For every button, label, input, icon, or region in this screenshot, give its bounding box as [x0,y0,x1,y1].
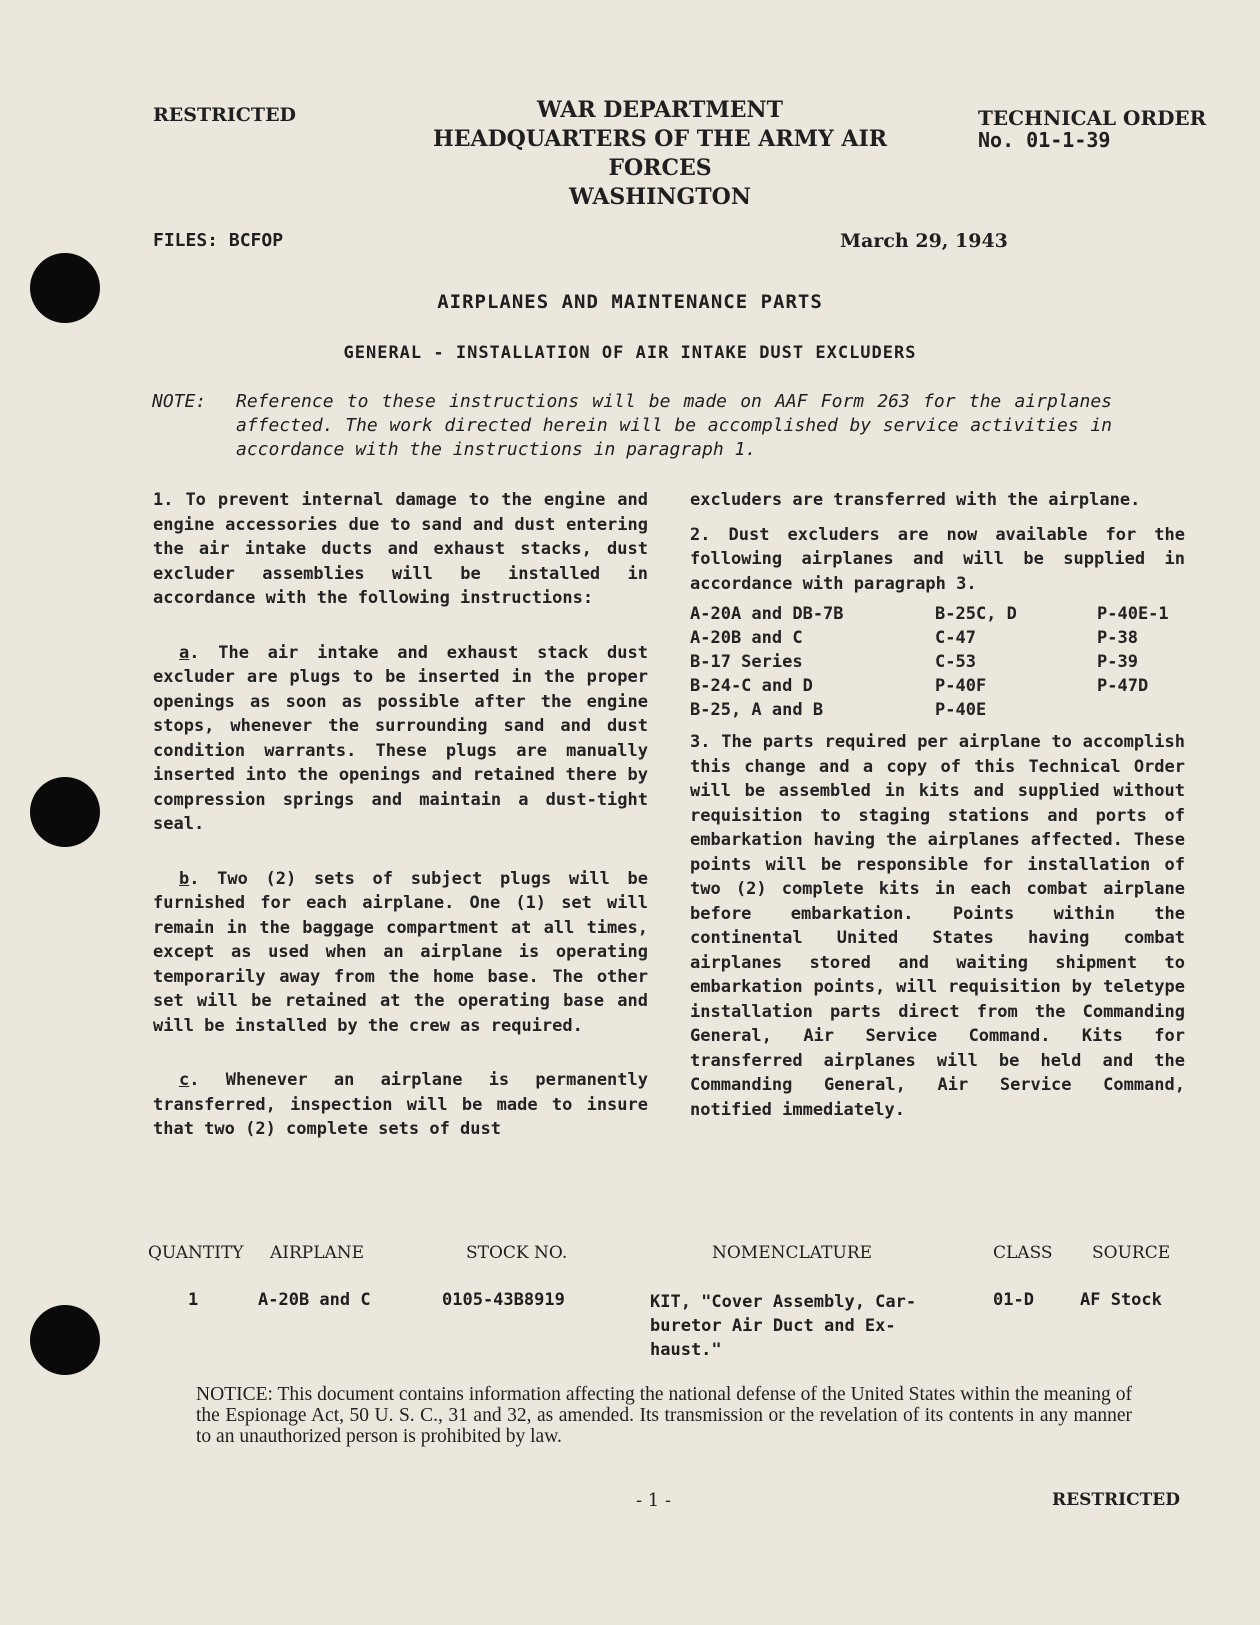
airplane-model: P-40E [935,700,987,720]
restricted-label-top: RESTRICTED [153,104,297,126]
technical-order-number: No. 01-1-39 [978,128,1111,152]
col-header-quantity: QUANTITY [148,1243,244,1263]
punch-hole [30,777,100,847]
row-stock: 0105-43B8919 [442,1290,565,1310]
airplane-model: P-40F [935,676,987,696]
city-line: WASHINGTON [569,184,751,210]
airplane-model: B-25, A and B [690,700,824,720]
department-line: WAR DEPARTMENT [536,97,784,123]
page-number: - 1 - [636,1490,672,1511]
technical-order-label: TECHNICAL ORDER [978,106,1207,130]
airplane-model: C-53 [935,652,976,672]
right-column [690,488,1185,1122]
airplane-model [1097,698,1207,722]
paragraph-3: 3. The parts required per airplane to accomplish this change and a copy of this Technical Order will be assembled in kits and supplied without requisition to staging stations and ports of embarkation having the airplanes affected. These points will be responsible for installation of two (2) complete kits in each combat airplane before embarkation. Points within the continental United States having combat airplanes stored and waiting shipment to embarkation points, will requisition by teletype installation parts direct from the Commanding General, Air Service Command. Kits for transferred airplanes will be held and the Commanding General, Air Service Command, notified immediately. [690,732,1185,1120]
header-center [390,96,930,212]
sub-title: GENERAL - INSTALLATION OF AIR INTAKE DUST EXCLUDERS [343,343,917,363]
row-source: AF Stock [1080,1290,1162,1310]
files-label: FILES: BCFOP [153,230,284,251]
row-nomenclature: KIT, "Cover Assembly, Car- buretor Air Duct and Ex- haust." [650,1292,917,1360]
paragraph-1c-continued: excluders are transferred with the airplane. [690,490,1141,510]
paragraph-1: 1. To prevent internal damage to the engine and engine accessories due to sand and dust entering the air intake ducts and exhaust stacks, dust excluder assemblies will be installed in accordance with the following instructions: [153,490,648,608]
airplane-model: A-20B and C [690,628,803,648]
paragraph-2: 2. Dust excluders are now available for the following airplanes and will be supplied in accordance with paragraph 3. [690,524,1185,594]
row-quantity: 1 [188,1290,199,1310]
col-header-airplane: AIRPLANE [270,1243,365,1263]
col-header-class: CLASS [993,1243,1053,1263]
note-label: NOTE: [152,391,207,412]
airplane-model: B-24-C and D [690,676,813,696]
col-header-source: SOURCE [1092,1243,1171,1263]
airplane-model: B-25C, D [935,604,1017,624]
col-header-nomenclature: NOMENCLATURE [712,1243,873,1263]
airplane-model: P-38 [1097,628,1138,648]
airplane-model: P-47D [1097,676,1149,696]
restricted-label-bottom: RESTRICTED [1052,1490,1180,1510]
security-notice: NOTICE: This document contains information affecting the national defense of the United States within the meaning of the Espionage Act, 50 U. S. C., 31 and 32, as amended. Its transmission or the revelation of its contents in any manner to an unauthorized person is prohibited by law. [196,1384,1132,1447]
airplane-model: P-40E-1 [1097,604,1169,624]
col-header-stock: STOCK NO. [466,1243,568,1263]
note-text: Reference to these instructions will be made on AAF Form 263 for the airplanes affected. The work directed herein will be accomplished by service activities in accordance with the instructions in paragraph 1. [236,391,1112,460]
headquarters-line: HEADQUARTERS OF THE ARMY AIR FORCES [432,126,888,181]
airplane-model: C-47 [935,628,976,648]
left-column [153,488,648,1142]
punch-hole [30,1305,100,1375]
airplane-model: B-17 Series [690,652,803,672]
row-airplane: A-20B and C [258,1290,371,1310]
paragraph-1c: c. Whenever an airplane is permanently transferred, inspection will be made to insure that two (2) complete sets of dust [153,1070,648,1139]
paragraph-1a: a. The air intake and exhaust stack dust excluder are plugs to be inserted in the proper openings as soon as possible after the engine stops, whenever the surrounding sand and dust condition warrants. These plugs are manually inserted into the openings and retained there by compression springs and maintain a dust-tight seal. [153,642,648,834]
airplane-model: A-20A and DB-7B [690,604,844,624]
document-date: March 29, 1943 [840,230,1008,252]
row-class: 01-D [993,1290,1034,1310]
main-title: AIRPLANES AND MAINTENANCE PARTS [437,291,823,313]
airplane-model: P-39 [1097,652,1138,672]
note-block [152,390,1112,462]
paragraph-1b: b. Two (2) sets of subject plugs will be furnished for each airplane. One (1) set will remain in the baggage compartment at all times, except as used when an airplane is operating temporarily away from the home base. The other set will be retained at the operating base and will be installed by the crew as required. [153,868,648,1036]
airplane-list [690,602,1185,722]
